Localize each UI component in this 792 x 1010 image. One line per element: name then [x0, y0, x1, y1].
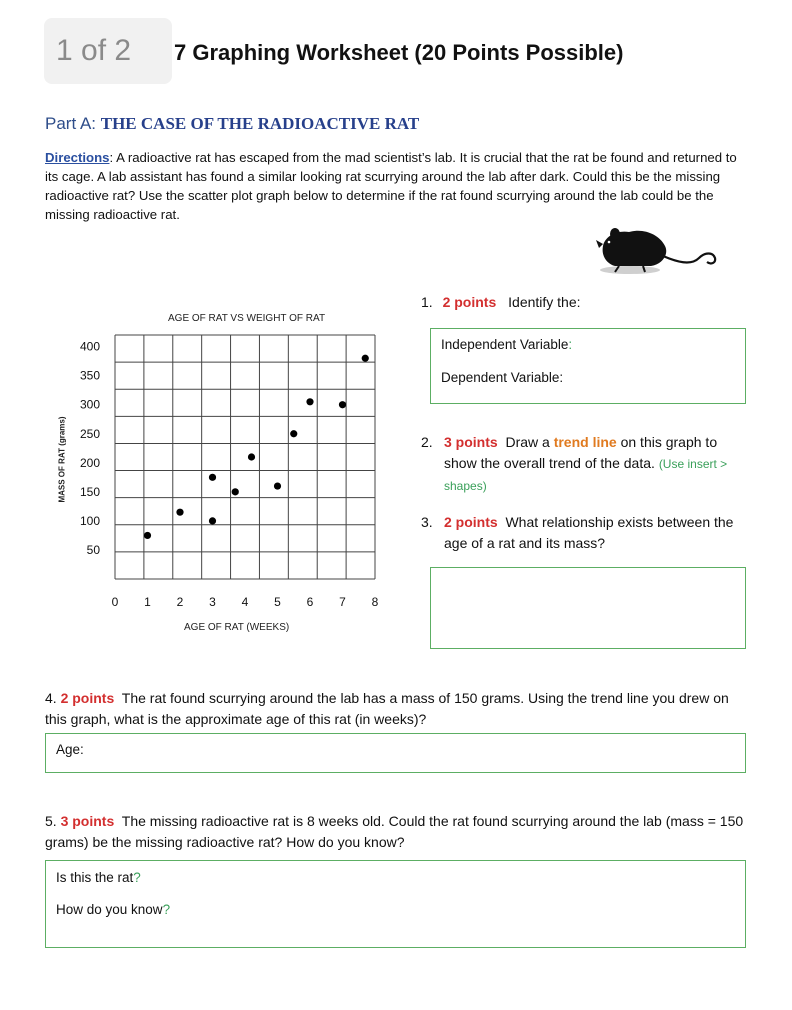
question-1 — [421, 292, 581, 313]
question-3 — [421, 512, 751, 554]
data-point — [339, 401, 346, 408]
question-3-number: 3. — [421, 514, 433, 530]
x-tick-label: 5 — [274, 595, 281, 609]
question-2-points: 3 points — [444, 434, 498, 450]
directions-text: : A radioactive rat has escaped from the mad scientist’s lab. It is crucial that the rat be found and returned to its cage. A lab assistant has found a similar looking rat scurrying around the lab after dark. Could this be the missing radioactive rat? Use the scatter plot graph below to determine if the rat found scurrying around the lab could be the missing radioactive rat. — [45, 150, 737, 222]
x-tick-label: 7 — [339, 595, 346, 609]
question-3-answer-box[interactable] — [430, 567, 746, 649]
how-do-you-know-label: How do you know — [56, 902, 163, 917]
x-tick-label: 2 — [176, 595, 184, 609]
question-4 — [45, 688, 750, 730]
data-point — [362, 355, 369, 362]
data-point — [248, 453, 255, 460]
data-point — [209, 517, 216, 524]
how-do-you-know-qmark: ? — [162, 902, 171, 917]
x-tick-label: 0 — [111, 595, 119, 609]
independent-variable-label: Independent Variable — [441, 337, 569, 352]
part-a-prefix: Part A: — [45, 114, 101, 133]
directions-paragraph — [45, 148, 745, 224]
y-tick-label: 300 — [79, 397, 100, 412]
question-1-text: Identify the: — [508, 294, 581, 310]
question-1-points: 2 points — [442, 294, 497, 310]
question-2-text-a: Draw a — [505, 434, 554, 450]
question-1-answer-box[interactable] — [430, 328, 746, 404]
independent-variable-field[interactable] — [441, 337, 572, 352]
part-a-title: THE CASE OF THE RADIOACTIVE RAT — [100, 114, 420, 133]
document-title: 7 Graphing Worksheet (20 Points Possible) — [174, 40, 624, 65]
dependent-variable-field[interactable]: Dependent Variable: — [441, 370, 564, 385]
question-2-hint: (Use insert > shapes) — [444, 457, 728, 493]
question-2 — [421, 432, 741, 497]
question-5 — [45, 811, 750, 853]
question-1-number: 1. — [421, 294, 433, 310]
data-point — [274, 482, 281, 489]
is-this-the-rat-field[interactable] — [56, 870, 141, 885]
y-tick-label: 100 — [79, 513, 100, 528]
data-point — [232, 488, 239, 495]
x-tick-label: 3 — [209, 595, 216, 609]
question-5-text: The missing radioactive rat is 8 weeks old. Could the rat found scurrying around the lab (mass = 150 grams) be the missing radioactive rat? How do you know? — [45, 813, 744, 850]
question-3-points: 2 points — [444, 514, 498, 530]
directions-label: Directions — [45, 150, 110, 165]
scatter-chart — [57, 325, 395, 620]
chart-x-axis-label: AGE OF RAT (WEEKS) — [184, 622, 290, 633]
data-point — [144, 532, 151, 539]
part-a-heading — [45, 114, 419, 134]
question-5-number: 5. — [45, 813, 57, 829]
chart-y-axis-label: MASS OF RAT (grams) — [57, 416, 67, 503]
x-tick-label: 4 — [241, 595, 249, 609]
is-this-the-rat-qmark: ? — [133, 870, 141, 885]
page-counter: 1 of 2 — [44, 18, 172, 84]
independent-variable-colon: : — [568, 337, 573, 352]
data-point — [290, 430, 297, 437]
question-2-text-b: on this graph to show the overall trend of the data. — [444, 434, 718, 471]
x-tick-label: 8 — [371, 595, 379, 609]
is-this-the-rat-label: Is this the rat — [56, 870, 134, 885]
question-4-points: 2 points — [60, 690, 115, 706]
y-tick-label: 150 — [79, 484, 100, 499]
question-3-text: What relationship exists between the age of a rat and its mass? — [444, 514, 734, 551]
question-5-answer-box[interactable] — [45, 860, 746, 948]
how-do-you-know-field[interactable] — [56, 902, 170, 917]
data-point — [176, 509, 183, 516]
y-tick-label: 350 — [79, 368, 100, 383]
data-point — [306, 398, 313, 405]
age-field-label: Age: — [56, 742, 84, 757]
y-tick-label: 250 — [79, 426, 100, 441]
y-tick-label: 200 — [79, 455, 100, 470]
y-tick-label: 50 — [86, 542, 100, 557]
question-4-number: 4. — [45, 690, 57, 706]
chart-title: AGE OF RAT VS WEIGHT OF RAT — [168, 313, 326, 324]
question-5-points: 3 points — [60, 813, 115, 829]
question-4-text: The rat found scurrying around the lab has a mass of 150 grams. Using the trend line you drew on this graph, what is the approximate age of this rat (in weeks)? — [45, 690, 729, 727]
question-4-answer-box[interactable] — [45, 733, 746, 773]
x-tick-label: 6 — [306, 595, 314, 609]
question-2-number: 2. — [421, 434, 433, 450]
rat-silhouette-icon — [595, 218, 725, 281]
y-tick-label: 400 — [79, 339, 100, 354]
data-point — [209, 474, 216, 481]
x-tick-label: 1 — [144, 595, 151, 609]
question-2-trend-line: trend line — [553, 434, 617, 450]
